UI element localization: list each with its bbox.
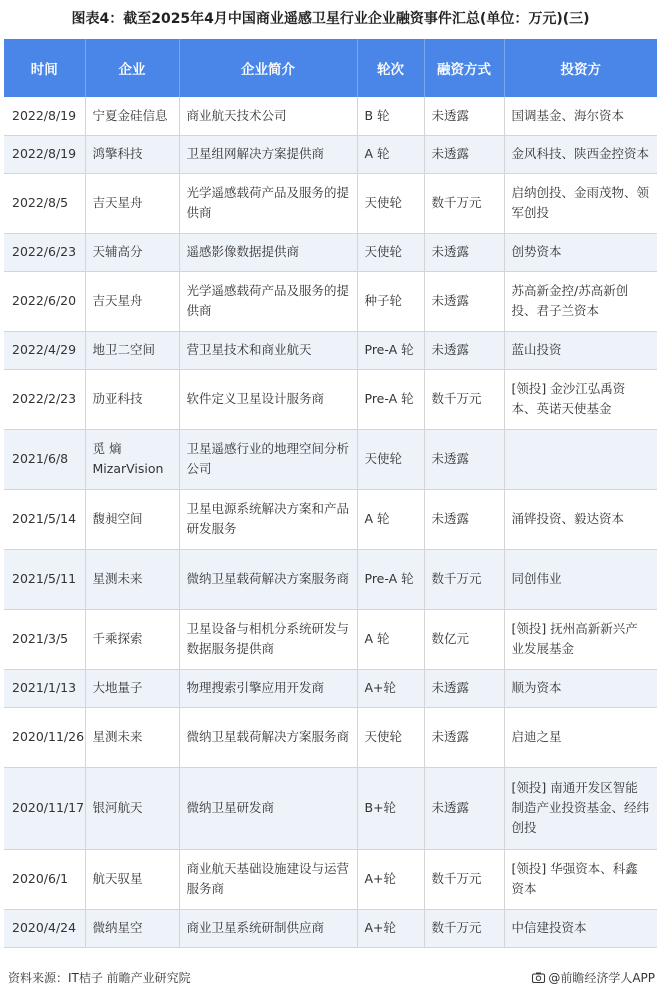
cell-company: 星测未来 (85, 549, 179, 609)
header-investors: 投资方 (504, 39, 657, 97)
cell-company: 地卫二空间 (85, 331, 179, 369)
table-row (4, 609, 657, 669)
cell-date: 2022/8/19 (4, 135, 85, 173)
cell-intro: 卫星设备与相机分系统研发与数据服务提供商 (179, 609, 357, 669)
cell-investors: 启迪之星 (504, 707, 657, 767)
cell-intro: 卫星电源系统解决方案和产品研发服务 (179, 489, 357, 549)
cell-investors: 国调基金、海尔资本 (504, 97, 657, 135)
cell-date: 2021/5/14 (4, 489, 85, 549)
cell-round: 天使轮 (357, 173, 424, 233)
cell-investors: [领投] 金沙江弘禹资本、英诺天使基金 (504, 369, 657, 429)
cell-date: 2022/4/29 (4, 331, 85, 369)
cell-intro: 商业航天技术公司 (179, 97, 357, 135)
brand-label: @前瞻经济学人APP (548, 971, 655, 985)
table-row (4, 233, 657, 271)
table-row (4, 271, 657, 331)
cell-intro: 光学遥感载荷产品及服务的提供商 (179, 173, 357, 233)
table-row (4, 767, 657, 849)
cell-company: 星测未来 (85, 707, 179, 767)
cell-method: 数千万元 (424, 549, 504, 609)
header-company: 企业 (85, 39, 179, 97)
cell-intro: 营卫星技术和商业航天 (179, 331, 357, 369)
header-date: 时间 (4, 39, 85, 97)
cell-date: 2021/6/8 (4, 429, 85, 489)
cell-date: 2021/3/5 (4, 609, 85, 669)
cell-round: A+轮 (357, 669, 424, 707)
table-row (4, 909, 657, 947)
cell-company: 鸿擎科技 (85, 135, 179, 173)
cell-method: 未透露 (424, 331, 504, 369)
cell-round: A+轮 (357, 849, 424, 909)
cell-method: 数千万元 (424, 173, 504, 233)
cell-investors: 创势资本 (504, 233, 657, 271)
camera-icon (532, 972, 545, 983)
source-note: 资料来源：IT桔子 前瞻产业研究院 (8, 971, 191, 985)
cell-round: 种子轮 (357, 271, 424, 331)
cell-date: 2021/1/13 (4, 669, 85, 707)
cell-company: 微纳星空 (85, 909, 179, 947)
cell-company: 银河航天 (85, 767, 179, 849)
cell-method: 数亿元 (424, 609, 504, 669)
cell-method: 数千万元 (424, 909, 504, 947)
table-row (4, 331, 657, 369)
table-header-row (4, 39, 657, 97)
header-method: 融资方式 (424, 39, 504, 97)
table-row (4, 369, 657, 429)
cell-intro: 微纳卫星载荷解决方案服务商 (179, 707, 357, 767)
cell-company: 宁夏金硅信息 (85, 97, 179, 135)
cell-investors: 金风科技、陕西金控资本 (504, 135, 657, 173)
table-row (4, 707, 657, 767)
cell-investors: 蓝山投资 (504, 331, 657, 369)
cell-investors: [领投] 南通开发区智能制造产业投资基金、经纬创投 (504, 767, 657, 849)
chart-title: 图表4：截至2025年4月中国商业遥感卫星行业企业融资事件汇总(单位：万元)(三) (71, 11, 590, 27)
cell-method: 未透露 (424, 135, 504, 173)
cell-date: 2022/8/5 (4, 173, 85, 233)
table-row (4, 489, 657, 549)
cell-round: B 轮 (357, 97, 424, 135)
cell-date: 2020/11/26 (4, 707, 85, 767)
cell-date: 2022/6/20 (4, 271, 85, 331)
cell-round: A 轮 (357, 135, 424, 173)
cell-investors: [领投] 抚州高新新兴产业发展基金 (504, 609, 657, 669)
table-row (4, 97, 657, 135)
cell-intro: 物理搜索引擎应用开发商 (179, 669, 357, 707)
cell-date: 2020/4/24 (4, 909, 85, 947)
cell-company: 觅 熵 MizarVision (85, 429, 179, 489)
cell-round: B+轮 (357, 767, 424, 849)
cell-company: 吉天星舟 (85, 173, 179, 233)
cell-method: 未透露 (424, 429, 504, 489)
cell-investors: 中信建投资本 (504, 909, 657, 947)
cell-method: 未透露 (424, 233, 504, 271)
table-row (4, 849, 657, 909)
cell-company: 千乘探索 (85, 609, 179, 669)
cell-round: Pre-A 轮 (357, 549, 424, 609)
cell-date: 2021/5/11 (4, 549, 85, 609)
cell-round: 天使轮 (357, 429, 424, 489)
cell-method: 未透露 (424, 97, 504, 135)
cell-intro: 商业卫星系统研制供应商 (179, 909, 357, 947)
cell-round: A+轮 (357, 909, 424, 947)
table-row (4, 429, 657, 489)
cell-investors: [领投] 华强资本、科鑫资本 (504, 849, 657, 909)
cell-method: 未透露 (424, 767, 504, 849)
cell-investors: 苏高新金控/苏高新创投、君子兰资本 (504, 271, 657, 331)
table-row (4, 549, 657, 609)
cell-date: 2020/6/1 (4, 849, 85, 909)
cell-method: 未透露 (424, 489, 504, 549)
header-intro: 企业简介 (179, 39, 357, 97)
cell-investors: 涌铧投资、毅达资本 (504, 489, 657, 549)
cell-company: 劢亚科技 (85, 369, 179, 429)
cell-date: 2022/6/23 (4, 233, 85, 271)
financing-table (4, 39, 657, 948)
cell-method: 数千万元 (424, 849, 504, 909)
cell-method: 未透露 (424, 271, 504, 331)
cell-round: 天使轮 (357, 707, 424, 767)
cell-round: A 轮 (357, 489, 424, 549)
cell-intro: 遥感影像数据提供商 (179, 233, 357, 271)
cell-date: 2022/2/23 (4, 369, 85, 429)
cell-round: Pre-A 轮 (357, 369, 424, 429)
header-round: 轮次 (357, 39, 424, 97)
cell-investors: 启纳创投、金雨茂物、领军创投 (504, 173, 657, 233)
footer (0, 966, 661, 990)
cell-method: 数千万元 (424, 369, 504, 429)
table-row (4, 135, 657, 173)
cell-intro: 卫星组网解决方案提供商 (179, 135, 357, 173)
cell-round: 天使轮 (357, 233, 424, 271)
cell-intro: 商业航天基础设施建设与运营服务商 (179, 849, 357, 909)
cell-method: 未透露 (424, 707, 504, 767)
cell-investors: 同创伟业 (504, 549, 657, 609)
cell-company: 天辅高分 (85, 233, 179, 271)
cell-intro: 微纳卫星载荷解决方案服务商 (179, 549, 357, 609)
cell-intro: 卫星遥感行业的地理空间分析公司 (179, 429, 357, 489)
cell-company: 航天驭星 (85, 849, 179, 909)
cell-intro: 微纳卫星研发商 (179, 767, 357, 849)
cell-method: 未透露 (424, 669, 504, 707)
cell-company: 馥昶空间 (85, 489, 179, 549)
cell-investors (504, 429, 657, 489)
cell-date: 2020/11/17 (4, 767, 85, 849)
cell-round: Pre-A 轮 (357, 331, 424, 369)
cell-date: 2022/8/19 (4, 97, 85, 135)
cell-investors: 顺为资本 (504, 669, 657, 707)
table-row (4, 173, 657, 233)
cell-intro: 软件定义卫星设计服务商 (179, 369, 357, 429)
brand (532, 969, 655, 986)
cell-company: 大地量子 (85, 669, 179, 707)
table-row (4, 669, 657, 707)
cell-intro: 光学遥感载荷产品及服务的提供商 (179, 271, 357, 331)
cell-round: A 轮 (357, 609, 424, 669)
cell-company: 吉天星舟 (85, 271, 179, 331)
